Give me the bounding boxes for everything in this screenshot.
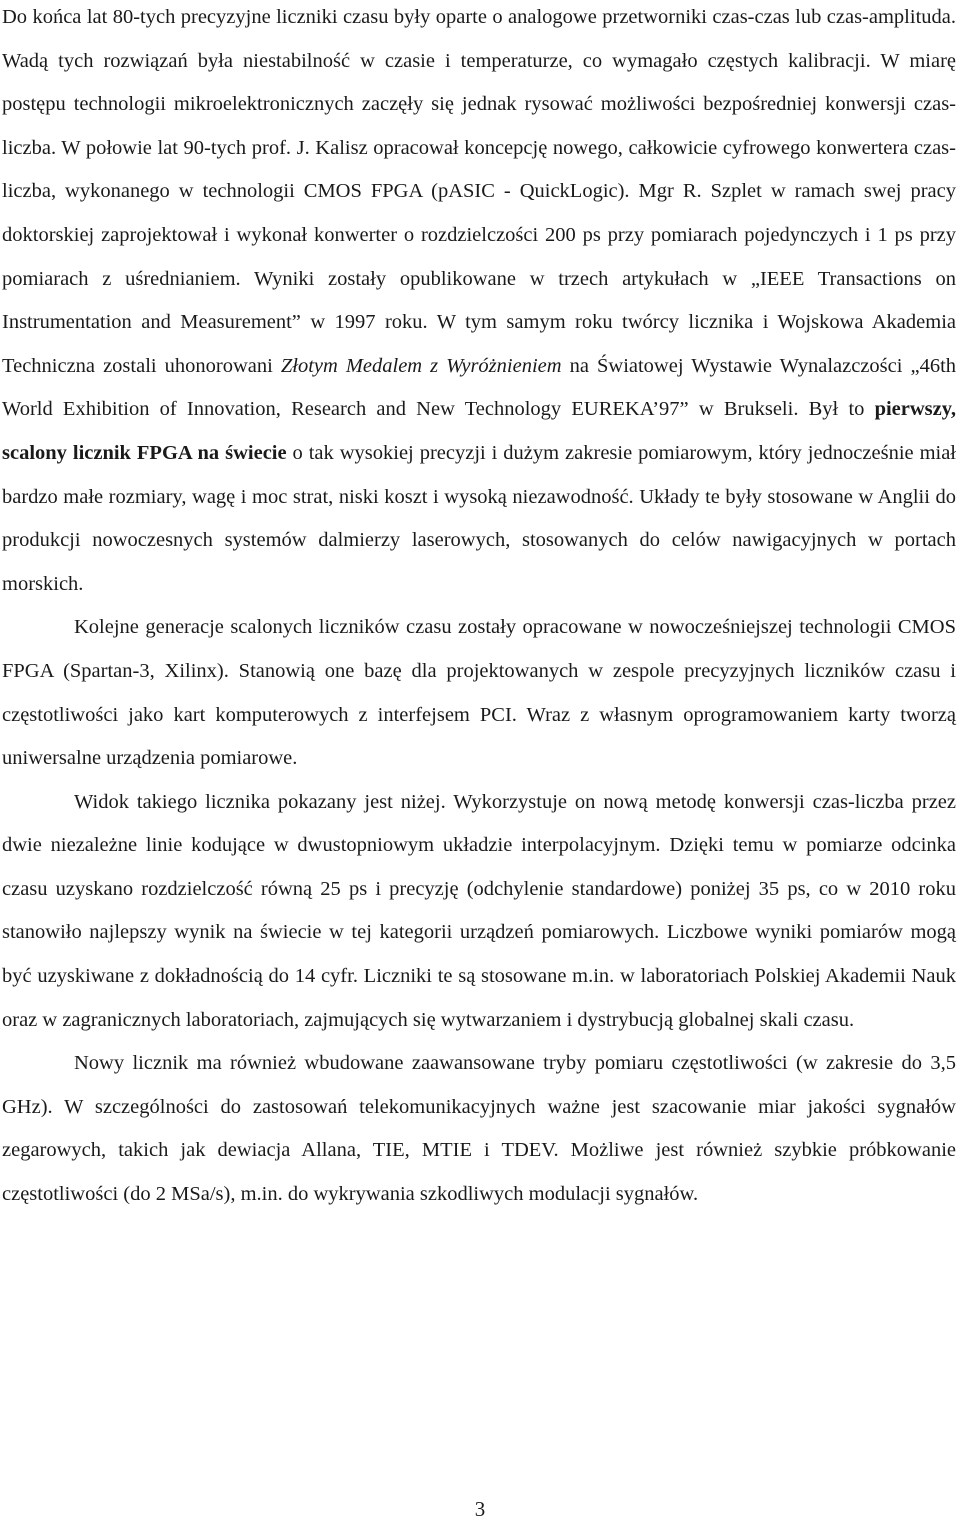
page-number: 3 [474, 1497, 486, 1521]
paragraph-history [2, 0, 956, 606]
paragraph-history-text-a: Do końca lat 80-tych precyzyjne liczniki czasu były oparte o analogowe przetworniki czas-czas lub czas-amplituda. Wadą tych rozwiązań była niestabilność w czasie i temperaturze, co wymagało częstych kalibracji. W miarę postępu technologii mikroelektronicznych zaczęły się jednak rysować możliwości bezpośredniej konwersji czas-liczba. W połowie lat 90-tych prof. J. Kalisz opracował koncepcję nowego, całkowicie cyfrowego konwertera czas-liczba, wykonanego w technologii CMOS FPGA (pASIC - QuickLogic). Mgr R. Szplet w ramach swej pracy doktorskiej zaprojektował i wykonał konwerter o rozdzielczości 200 ps przy pomiarach pojedynczych i 1 ps przy pomiarach z uśrednianiem. Wyniki zostały opublikowane w trzech artykułach w „IEEE Transactions on Instrumentation and Measurement” w 1997 roku. W tym samym roku twórcy licznika i Wojskowa Akademia Techniczna zostali uhonorowani [2, 6, 956, 377]
award-name: Złotym Medalem z Wyróżnieniem [280, 354, 562, 377]
paragraph-counter-view: Widok takiego licznika pokazany jest niżej. Wykorzystuje on nową metodę konwersji czas-liczba przez dwie niezależne linie kodujące w dwustopniowym układzie interpolacyjnym. Dzięki temu w pomiarze odcinka czasu uzyskano rozdzielczość równą 25 ps i precyzję (odchylenie standardowe) poniżej 35 ps, co w 2010 roku stanowiło najlepszy wynik na świecie w tej kategorii urządzeń pomiarowych. Liczbowe wyniki pomiarów mogą być uzyskiwane z dokładnością do 14 cyfr. Liczniki te są stosowane m.in. w laboratoriach Polskiej Akademii Nauk oraz w zagranicznych laboratoriach, zajmujących się wytwarzaniem i dystrybucją globalnej skali czasu. [2, 790, 956, 1031]
paragraph-history-text-b: na Światowej Wystawie Wynalazczości „46th World Exhibition of Innovation, Research and New Technology EUREKA’97” w Brukseli. Był to [2, 354, 957, 421]
paragraph-new-counter: Nowy licznik ma również wbudowane zaawansowane tryby pomiaru częstotliwości (w zakresie do 3,5 GHz). W szczególności do zastosowań telekomunikacyjnych ważne jest szacowanie miar jakości sygnałów zegarowych, takich jak dewiacja Allana, TIE, MTIE i TDEV. Możliwe jest również szybkie próbkowanie częstotliwości (do 2 MSa/s), m.in. do wykrywania szkodliwych modulacji sygnałów. [2, 1052, 956, 1206]
paragraph-history-text-c: o tak wysokiej precyzji i dużym zakresie pomiarowym, który jednocześnie miał bardzo małe rozmiary, wagę i moc strat, niski koszt i wysoką niezawodność. Układy te były stosowane w Anglii do produkcji nowoczesnych systemów dalmierzy laserowych, stosowanych do celów nawigacyjnych w portach morskich. [2, 441, 957, 595]
emphasis-first-fpga-counter: pierwszy, scalony licznik FPGA na świecie [2, 398, 956, 464]
paragraph-next-generations: Kolejne generacje scalonych liczników czasu zostały opracowane w nowocześniejszej technologii CMOS FPGA (Spartan-3, Xilinx). Stanowią one bazę dla projektowanych w zespole precyzyjnych liczników czasu i częstotliwości jako kart komputerowych z interfejsem PCI. Wraz z własnym oprogramowaniem karty tworzą uniwersalne urządzenia pomiarowe. [2, 616, 956, 770]
